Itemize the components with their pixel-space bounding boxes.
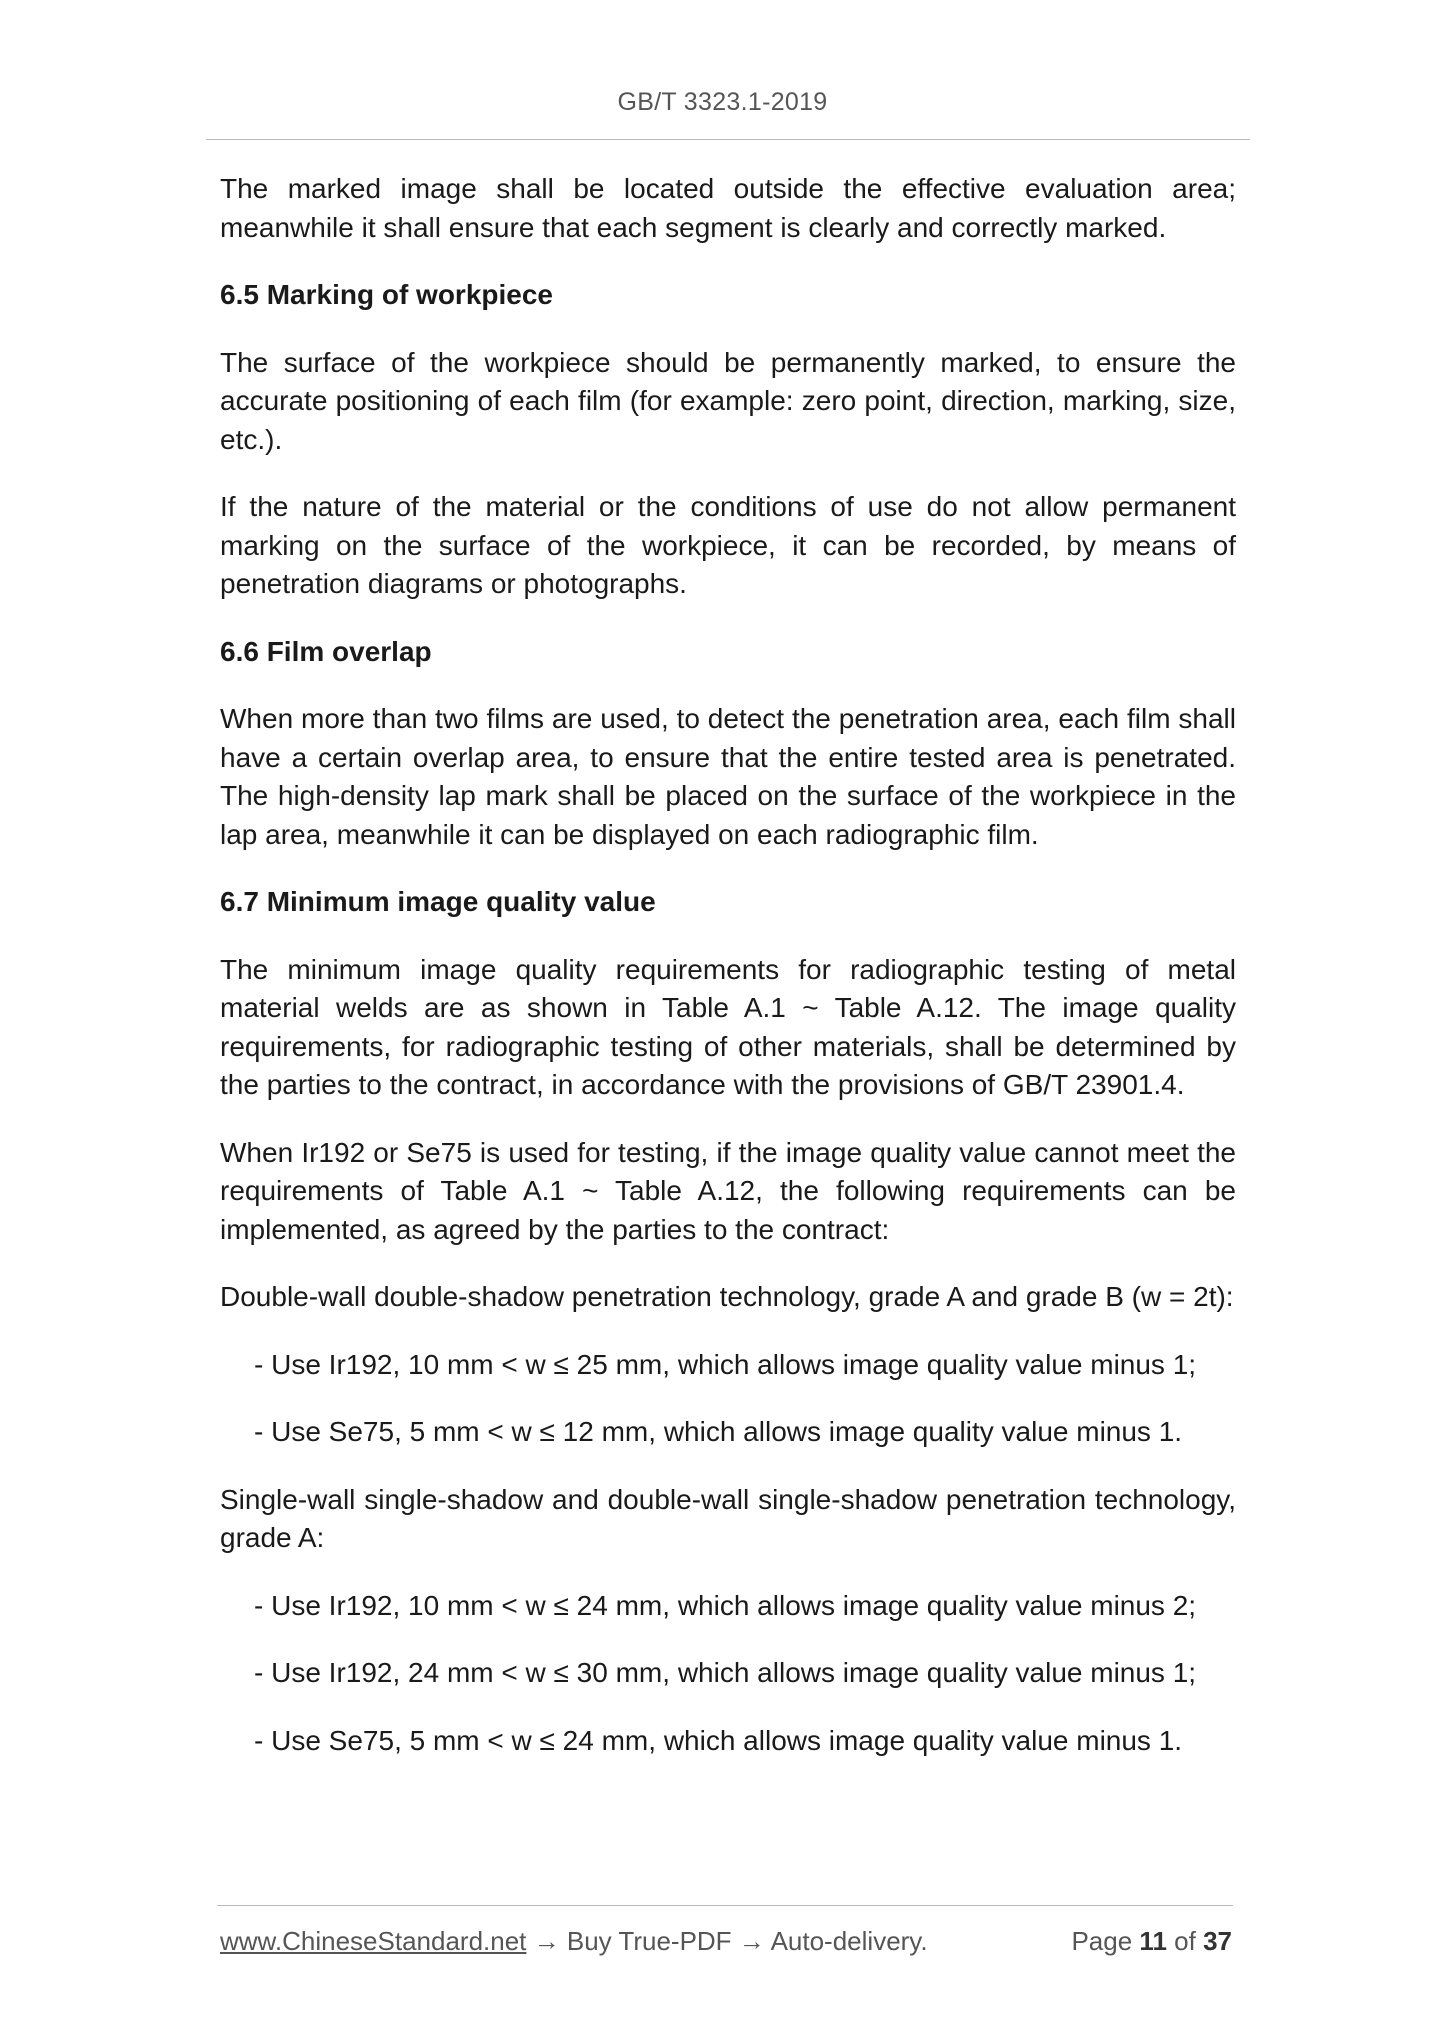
footer-promo xyxy=(220,1926,928,1957)
running-header-title: GB/T 3323.1-2019 xyxy=(617,88,828,116)
section-heading-6-5: 6.5 Marking of workpiece xyxy=(220,279,553,310)
section-heading-6-6: 6.6 Film overlap xyxy=(220,635,432,667)
header-divider xyxy=(206,139,1250,140)
list-item: - Use Se75, 5 mm < w ≤ 24 mm, which allows image quality value minus 1. xyxy=(254,1724,1183,1756)
page-footer xyxy=(220,1926,1232,1957)
page-of-label: of xyxy=(1174,1926,1196,1956)
section-heading-6-7: 6.7 Minimum image quality value xyxy=(220,886,656,917)
paragraph-6-7-a: The minimum image quality requirements for radiographic testing of metal material welds are as shown in Table A.1 ~ Table A.12. The image quality requirements, for radiographic testing of other materials, shall be determined by the parties to the contract, in accordance with the provisions of GB/T 23901.4. xyxy=(220,953,1236,1100)
page-label: Page xyxy=(1071,1926,1133,1956)
paragraph-6-7-c: Double-wall double-shadow penetration technology, grade A and grade B (w = 2t): xyxy=(220,1281,1234,1312)
paragraph-6-5-a: The surface of the workpiece should be permanently marked, to ensure the accurate positioning of each film (for example: zero point, direction, marking, size, etc.). xyxy=(220,346,1236,455)
paragraph-6-7-b: When Ir192 or Se75 is used for testing, if the image quality value cannot meet the requirements of Table A.1 ~ Table A.12, the following requirements can be implemented, as agreed by the parties to the contract: xyxy=(220,1136,1236,1245)
footer-divider xyxy=(217,1905,1233,1906)
website-link[interactable]: www.ChineseStandard.net xyxy=(220,1926,527,1956)
page-number xyxy=(1071,1926,1232,1957)
paragraph-6-7-d: Single-wall single-shadow and double-wall single-shadow penetration technology, grade A: xyxy=(220,1483,1236,1553)
page-total: 37 xyxy=(1203,1926,1232,1956)
list-item: - Use Ir192, 10 mm < w ≤ 24 mm, which allows image quality value minus 2; xyxy=(254,1589,1197,1621)
page-body xyxy=(220,170,1236,1789)
paragraph-intro: The marked image shall be located outside the effective evaluation area; meanwhile it shall ensure that each segment is clearly and correctly marked. xyxy=(220,173,1236,243)
list-item: - Use Ir192, 10 mm < w ≤ 25 mm, which allows image quality value minus 1; xyxy=(254,1348,1197,1380)
footer-promo-text: → Buy True-PDF → Auto-delivery. xyxy=(526,1926,928,1956)
paragraph-6-5-b: If the nature of the material or the conditions of use do not allow permanent marking on the surface of the workpiece, it can be recorded, by means of penetration diagrams or photographs. xyxy=(220,491,1236,599)
list-item: - Use Ir192, 24 mm < w ≤ 30 mm, which allows image quality value minus 1; xyxy=(254,1657,1197,1688)
page-current: 11 xyxy=(1139,1926,1167,1956)
paragraph-6-6: When more than two films are used, to detect the penetration area, each film shall have a certain overlap area, to ensure that the entire tested area is penetrated. The high-density lap mark shall be placed on the surface of the workpiece in the lap area, meanwhile it can be displayed on each radiographic film. xyxy=(220,703,1236,850)
list-item: - Use Se75, 5 mm < w ≤ 12 mm, which allows image quality value minus 1. xyxy=(254,1416,1183,1447)
